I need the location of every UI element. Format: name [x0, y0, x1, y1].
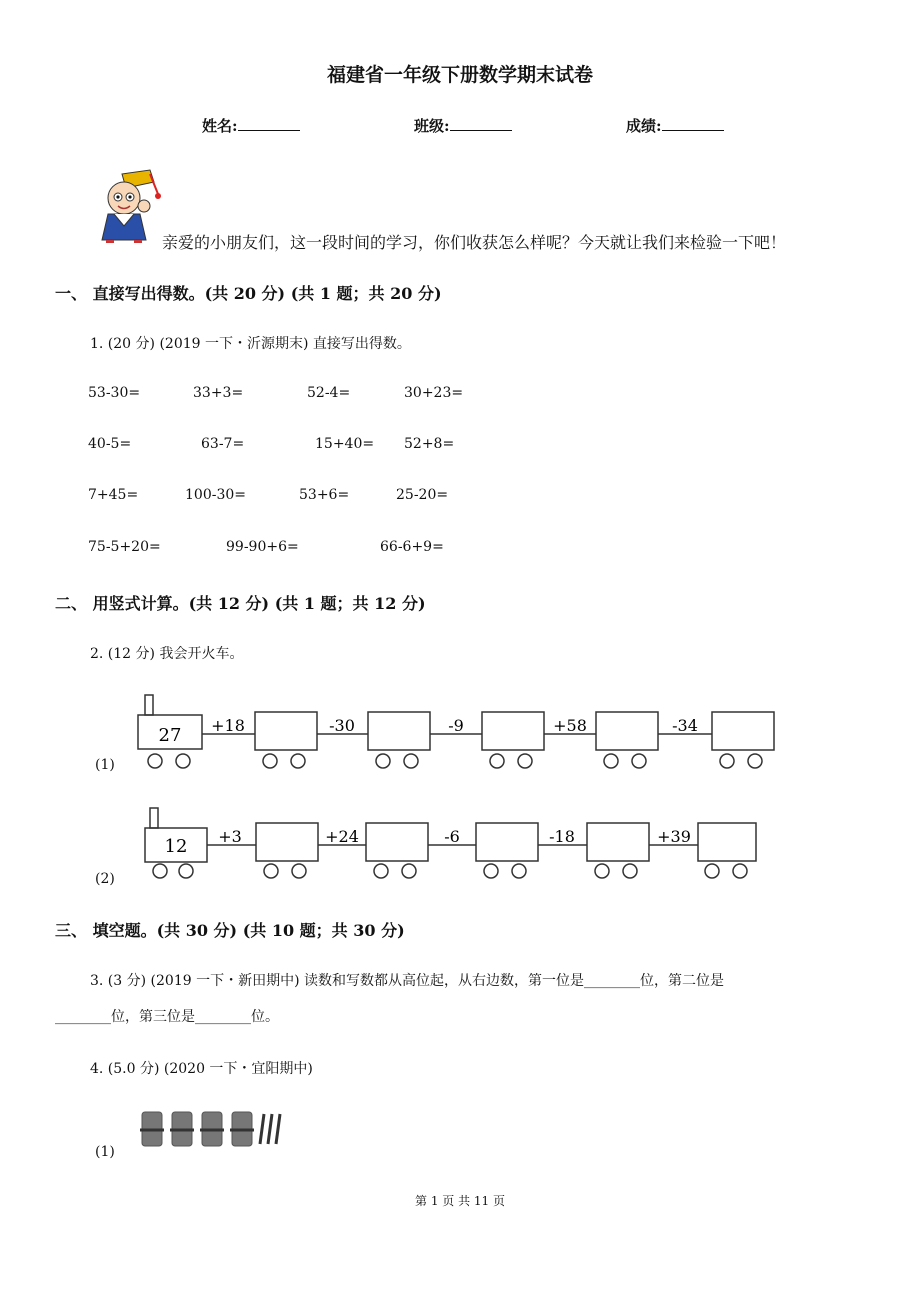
math-item: 53-30= — [88, 385, 141, 401]
stick-bundles-image — [140, 1108, 290, 1150]
train-1-start-value: 27 — [158, 725, 182, 746]
section-1-heading: 一、 直接写出得数。(共 20 分) (共 1 题；共 20 分) — [55, 284, 442, 303]
question-3-line2: ________位，第三位是________位。 — [55, 1009, 279, 1025]
answer-box[interactable] — [712, 712, 774, 750]
train-2-op: -6 — [444, 827, 460, 846]
name-field — [202, 115, 300, 136]
train-1-op: +58 — [553, 716, 587, 735]
math-item: 53+6= — [299, 487, 350, 503]
question-3-line1: 3. (3 分) (2019 一下・新田期中) 读数和写数都从高位起，从右边数，第一位是________位，第二位是 — [90, 973, 724, 989]
answer-box[interactable] — [368, 712, 430, 750]
page-title: 福建省一年级下册数学期末试卷 — [326, 64, 593, 86]
math-item: 7+45= — [88, 487, 139, 503]
math-item: 99-90+6= — [226, 539, 299, 555]
math-item: 52+8= — [404, 436, 455, 452]
answer-box[interactable] — [476, 823, 538, 861]
score-field — [626, 115, 724, 136]
train-1-label: (1) — [95, 757, 115, 773]
score-label: 成绩: — [626, 117, 662, 135]
answer-box[interactable] — [587, 823, 649, 861]
question-1-header: 1. (20 分) (2019 一下・沂源期末) 直接写出得数。 — [90, 336, 411, 352]
train-2-diagram — [130, 803, 790, 888]
name-label: 姓名: — [202, 117, 238, 135]
train-2-op: -18 — [549, 827, 575, 846]
math-item: 40-5= — [88, 436, 132, 452]
answer-box[interactable] — [482, 712, 544, 750]
train-2-label: (2) — [95, 871, 115, 887]
math-item: 33+3= — [193, 385, 244, 401]
math-item: 63-7= — [201, 436, 245, 452]
math-item: 75-5+20= — [88, 539, 161, 555]
train-1-op: -30 — [329, 716, 355, 735]
answer-box[interactable] — [255, 712, 317, 750]
answer-box[interactable] — [256, 823, 318, 861]
answer-box[interactable] — [596, 712, 658, 750]
math-item: 15+40= — [315, 436, 375, 452]
class-field — [414, 115, 512, 136]
answer-box[interactable] — [698, 823, 756, 861]
train-1-op: +18 — [211, 716, 245, 735]
math-item: 52-4= — [307, 385, 351, 401]
score-blank — [662, 116, 724, 131]
math-item: 66-6+9= — [380, 539, 444, 555]
intro-text: 亲爱的小朋友们，这一段时间的学习，你们收获怎么样呢？今天就让我们来检验一下吧！ — [162, 233, 787, 252]
train-2-op: +3 — [218, 827, 242, 846]
math-item: 30+23= — [404, 385, 464, 401]
train-2-start-value: 12 — [164, 836, 188, 857]
question-2-header: 2. (12 分) 我会开火车。 — [90, 646, 244, 662]
page-footer: 第 1 页 共 11 页 — [415, 1194, 505, 1208]
question-4-sub-label: (1) — [95, 1144, 115, 1160]
name-blank — [238, 116, 300, 131]
class-label: 班级: — [414, 117, 450, 135]
train-1-op: -9 — [448, 716, 464, 735]
answer-box[interactable] — [366, 823, 428, 861]
section-3-heading: 三、 填空题。(共 30 分) (共 10 题；共 30 分) — [55, 921, 405, 940]
train-1-op: -34 — [672, 716, 698, 735]
class-blank — [450, 116, 512, 131]
section-2-heading: 二、 用竖式计算。(共 12 分) (共 1 题；共 12 分) — [55, 594, 426, 613]
math-item: 25-20= — [396, 487, 449, 503]
train-2-op: +39 — [657, 827, 691, 846]
math-item: 100-30= — [185, 487, 246, 503]
train-1-diagram — [130, 690, 790, 775]
mascot-image — [92, 168, 164, 244]
question-4-header: 4. (5.0 分) (2020 一下・宜阳期中) — [90, 1061, 313, 1077]
train-2-op: +24 — [325, 827, 359, 846]
